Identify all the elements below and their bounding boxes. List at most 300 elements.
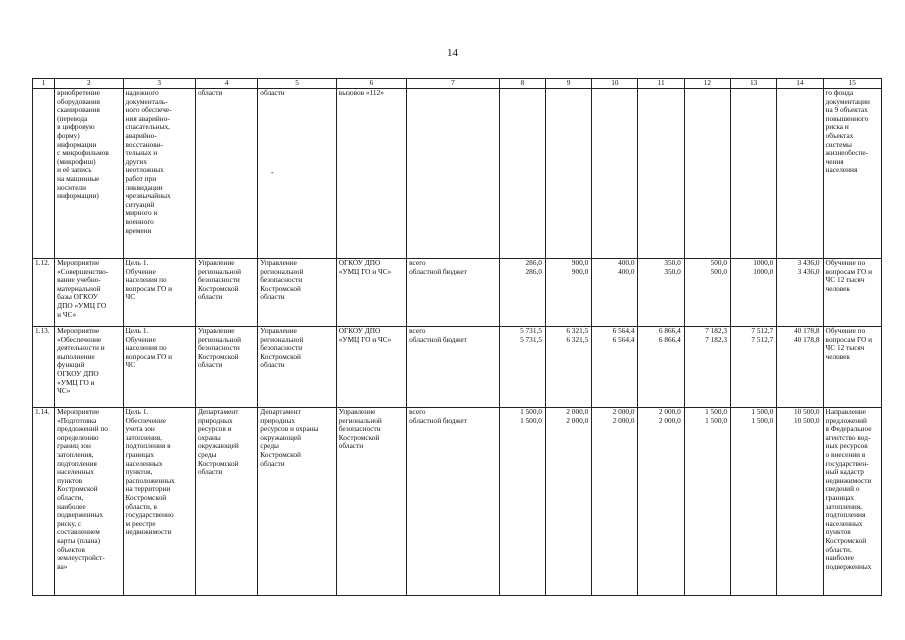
amount-cell	[545, 408, 591, 596]
amount-value: 500,0	[710, 266, 728, 276]
amount-value: 400,0	[618, 266, 635, 276]
amount-value: 900,0	[571, 258, 589, 267]
cell-text-line: ОГКОУ ДПО	[338, 258, 381, 267]
cell-text-line: функций	[57, 360, 85, 370]
cell-text-line: чрезвычайных	[125, 191, 171, 201]
executor-cell	[336, 327, 406, 408]
cell-text-line: Костромской	[197, 458, 239, 468]
cell-text-line: Цель 1.	[125, 326, 149, 335]
cell-text-line: документаль-	[125, 96, 168, 106]
cell-text-line: Департамент	[260, 407, 301, 416]
cell-text-line: неотложных	[125, 165, 164, 175]
cell-text-line: «УМЦ ГО и ЧС»	[338, 334, 392, 344]
table-row	[33, 259, 882, 327]
cell-text-line: Мероприятие	[57, 326, 100, 335]
cell-text-line: Костромской	[338, 432, 380, 442]
cell-text-line: региональной	[260, 266, 304, 276]
cell-text-line: м реестре	[125, 518, 156, 528]
cell-text-line: вопросам ГО и	[125, 283, 172, 293]
cell-text-line: наиболее	[825, 553, 854, 563]
cell-text-line: границах	[825, 492, 855, 502]
column-number: 14	[777, 79, 823, 89]
cell-text-line: среды	[197, 449, 217, 459]
cell-text-line: Управление	[197, 258, 235, 267]
row-number: 1.13.	[35, 326, 50, 335]
cell-text-line: безопасности	[260, 275, 303, 285]
table-row	[33, 408, 882, 596]
cell-text-line: природных	[260, 415, 296, 425]
amount-value: 286,0	[525, 258, 542, 267]
cell-text-line: (микрофиш)	[57, 156, 96, 166]
amount-cell	[499, 259, 545, 327]
cell-text-line: населения по	[125, 343, 167, 353]
amount-value: 1 500,0	[751, 415, 774, 425]
cell-text-line: землеустройст-	[57, 553, 105, 563]
amount-value: 2 000,0	[612, 415, 635, 425]
amount-value: 6 866,4	[658, 326, 681, 335]
amount-cell	[592, 89, 638, 259]
cell-text-line: «УМЦ ГО и ЧС»	[338, 266, 392, 276]
cell-text-line: ресурсов и охраны	[260, 424, 319, 434]
cell-text-line: безопасности	[197, 343, 240, 353]
cell-text-line: Костромской	[197, 351, 239, 361]
funding-source-cell	[407, 259, 500, 327]
cell-text-line: области	[260, 360, 285, 370]
cell-text-line: области,	[825, 544, 852, 554]
cell-text-line: спасательных,	[125, 122, 170, 132]
cell-text-line: определению	[57, 432, 99, 442]
cell-text-line: Мероприятие	[57, 407, 100, 416]
goal-cell	[123, 89, 195, 259]
cell-text-line: Управление	[260, 326, 297, 335]
column-number: 4	[195, 79, 257, 89]
amount-cell	[592, 408, 638, 596]
cell-text-line: в цифровую	[57, 122, 95, 132]
column-number: 13	[731, 79, 777, 89]
cell-text-line: военного	[125, 216, 154, 226]
cell-text-line: вопросам ГО и	[125, 351, 172, 361]
column-number: 10	[592, 79, 638, 89]
amount-value: 2 000,0	[612, 407, 635, 416]
cell-text-line: Обеспечение	[125, 415, 166, 425]
cell-text-line: пунктов	[57, 475, 83, 485]
cell-text-line: Цель 1.	[125, 407, 149, 416]
cell-text-line: ва»	[57, 561, 68, 571]
cell-text-line: всего	[409, 258, 426, 267]
table-row	[33, 327, 882, 408]
cell-text-line: вопросам ГО и	[825, 334, 873, 344]
table-row	[33, 89, 882, 259]
funding-source-cell	[407, 408, 500, 596]
cell-text-line: базы ОГКОУ	[57, 292, 98, 302]
cell-text-line: недвижимости	[825, 475, 872, 485]
cell-text-line: информации)	[57, 191, 99, 201]
cell-text-line: Управление	[197, 326, 235, 335]
cell-text-line: пунктов	[825, 527, 851, 537]
cell-text-line: риска и	[825, 122, 849, 132]
amount-cell	[545, 89, 591, 259]
event-name-cell	[55, 327, 123, 408]
amount-cell	[499, 89, 545, 259]
column-number: 1	[33, 79, 55, 89]
amount-cell	[731, 89, 777, 259]
amount-value: 1000,0	[753, 258, 774, 267]
goal-cell	[123, 259, 195, 327]
cell-text-line: области	[197, 360, 223, 370]
customer-cell	[258, 327, 336, 408]
customer-cell	[258, 259, 336, 327]
cell-text-line: охраны	[197, 432, 221, 442]
cell-text-line: Управление	[338, 407, 376, 416]
amount-cell	[592, 259, 638, 327]
amount-value: 6 321,5	[566, 326, 589, 335]
cell-text-line: составлением	[57, 527, 100, 537]
amount-value: 7 512,7	[751, 326, 774, 335]
amount-cell	[731, 408, 777, 596]
cell-text-line: объектах	[825, 130, 854, 140]
coordinator-cell	[195, 259, 257, 327]
amount-value: 1 500,0	[520, 407, 542, 416]
amount-cell	[545, 327, 591, 408]
cell-text-line: области	[197, 88, 223, 97]
cell-text-line: на территории	[125, 484, 171, 494]
cell-text-line: Костромской	[825, 535, 867, 545]
amount-cell	[684, 327, 730, 408]
cell-text-line: материальной	[57, 283, 101, 293]
amount-value: 500,0	[710, 258, 728, 267]
amount-value: 3 436,0	[797, 266, 820, 276]
cell-text-line: недвижимости	[125, 527, 172, 537]
cell-text-line: окружающей	[197, 441, 239, 451]
amount-value: 6 866,4	[658, 334, 681, 344]
amount-value: 2 000,0	[658, 415, 681, 425]
page-number: 14	[447, 47, 458, 59]
amount-value: 7 182,3	[705, 326, 728, 335]
cell-text-line: подверженных	[825, 561, 872, 571]
cell-text-line: Костромской	[260, 449, 301, 459]
column-number: 6	[336, 79, 406, 89]
cell-text-line: пунктов,	[125, 467, 153, 477]
cell-text-line: ния аварийно-	[125, 113, 170, 123]
amount-cell	[638, 327, 684, 408]
cell-text-line: учета зон	[125, 424, 155, 434]
cell-text-line: населенных	[825, 518, 863, 528]
cell-text-line: человек	[825, 283, 850, 293]
row-number-cell	[33, 259, 55, 327]
customer-cell	[258, 408, 336, 596]
cell-text-line: областной бюджет	[409, 266, 467, 276]
amount-value: 6 321,5	[566, 334, 589, 344]
cell-text-line: Обучение	[125, 334, 156, 344]
amount-cell	[731, 327, 777, 408]
cell-text-line: области	[197, 292, 223, 302]
cell-text-line: носители	[57, 182, 86, 192]
cell-text-line: выполнение	[57, 351, 95, 361]
cell-text-line: ДПО «УМЦ ГО	[57, 300, 107, 310]
cell-text-line: и ЧС»	[57, 309, 77, 319]
goal-cell	[123, 327, 195, 408]
amount-value: 350,0	[664, 258, 681, 267]
amount-cell	[684, 89, 730, 259]
result-cell	[823, 89, 881, 259]
cell-text-line: «Подготовка	[57, 415, 97, 425]
funding-source-cell	[407, 327, 500, 408]
amount-cell	[638, 89, 684, 259]
cell-text-line: области,	[57, 492, 84, 502]
cell-text-line: Цель 1.	[125, 258, 149, 267]
cell-text-line: региональной	[260, 334, 304, 344]
cell-text-line: области	[260, 88, 285, 97]
cell-text-line: ЧС 12 тысяч	[825, 343, 865, 353]
cell-text-line: ОГКОУ ДПО	[338, 326, 381, 335]
cell-text-line: форму)	[57, 130, 80, 140]
column-number: 7	[407, 79, 500, 89]
cell-text-line: ЧС»	[57, 386, 71, 396]
cell-text-line: предложений	[825, 415, 867, 425]
cell-text-line: границах	[125, 449, 154, 459]
cell-text-line: наиболее	[57, 501, 86, 511]
cell-text-line: Костромской	[57, 484, 98, 494]
amount-cell	[638, 408, 684, 596]
cell-text-line: ЧС	[125, 360, 136, 370]
amount-value: 40 178,8	[794, 326, 820, 335]
column-number: 9	[545, 79, 591, 89]
coordinator-cell	[195, 89, 257, 259]
coordinator-cell	[195, 327, 257, 408]
amount-cell	[638, 259, 684, 327]
cell-text-line: региональной	[338, 415, 382, 425]
cell-text-line: мирного и	[125, 208, 158, 218]
amount-value: 3 436,0	[797, 258, 820, 267]
cell-text-line: безопасности	[338, 424, 381, 434]
cell-text-line: оборудования	[57, 96, 100, 106]
column-number-row	[33, 79, 882, 89]
cell-text-line: предложений по	[57, 424, 108, 434]
cell-text-line: подверженных	[57, 510, 104, 520]
cell-text-line: населения	[825, 165, 858, 175]
cell-text-line: сканирования	[57, 105, 100, 115]
cell-text-line: (перевода	[57, 113, 88, 123]
customer-cell	[258, 89, 336, 259]
executor-cell	[336, 259, 406, 327]
amount-cell	[499, 408, 545, 596]
total-amount-cell	[777, 408, 823, 596]
cell-text-line: региональной	[197, 266, 242, 276]
row-number-cell	[33, 408, 55, 596]
amount-value: 1000,0	[753, 266, 774, 276]
cell-text-line: вание учебно-	[57, 275, 101, 285]
amount-cell	[592, 327, 638, 408]
cell-text-line: затопления,	[57, 449, 94, 459]
cell-text-line: ЧС 12 тысяч	[825, 275, 865, 285]
column-number: 5	[258, 79, 336, 89]
cell-text-line: агентство вод-	[825, 432, 871, 442]
cell-text-line: деятельности и	[57, 343, 105, 353]
cell-text-line: документации	[825, 96, 870, 106]
cell-text-line: государствен-	[825, 458, 869, 468]
cell-text-line: ных ресурсов	[825, 441, 868, 451]
cell-text-line: ЧС	[125, 292, 136, 302]
cell-text-line: затопления,	[825, 501, 862, 511]
cell-text-line: вриобретение	[57, 88, 100, 97]
amount-value: 900,0	[571, 266, 589, 276]
cell-text-line: Костромской	[197, 283, 239, 293]
row-number-cell	[33, 327, 55, 408]
amount-value: 10 500,0	[794, 407, 820, 416]
total-amount-cell	[777, 259, 823, 327]
coordinator-cell	[195, 408, 257, 596]
cell-text-line: подтопления	[825, 510, 866, 520]
amount-value: 2 000,0	[658, 407, 681, 416]
amount-value: 6 564,4	[612, 326, 635, 335]
stray-mark: -	[271, 168, 274, 177]
cell-text-line: вопросам ГО и	[825, 266, 873, 276]
cell-text-line: о внесении в	[825, 449, 866, 459]
amount-value: 1 500,0	[705, 407, 728, 416]
amount-value: 10 500,0	[794, 415, 820, 425]
amount-cell	[731, 259, 777, 327]
cell-text-line: риску, с	[57, 518, 82, 528]
cell-text-line: «Совершенство-	[57, 266, 109, 276]
program-table	[32, 78, 882, 596]
amount-value: 5 731,5	[520, 326, 542, 335]
cell-text-line: Костромской	[125, 492, 167, 502]
funding-source-cell	[407, 89, 500, 259]
column-number: 12	[684, 79, 730, 89]
amount-value: 1 500,0	[520, 415, 542, 425]
amount-value: 40 178,8	[794, 334, 820, 344]
amount-value: 1 500,0	[751, 407, 774, 416]
cell-text-line: подтопления	[57, 458, 97, 468]
cell-text-line: населения по	[125, 275, 167, 285]
cell-text-line: Департамент	[197, 407, 239, 416]
cell-text-line: государственно	[125, 510, 174, 520]
cell-text-line: и её запись	[57, 165, 92, 175]
cell-text-line: Направление	[825, 407, 867, 416]
amount-value: 6 564,4	[612, 334, 635, 344]
column-number: 2	[55, 79, 123, 89]
cell-text-line: ресурсов и	[197, 424, 232, 434]
cell-text-line: чения	[825, 156, 844, 166]
cell-text-line: региональной	[197, 334, 242, 344]
cell-text-line: ликвидации	[125, 182, 163, 192]
amount-value: 7 182,3	[705, 334, 728, 344]
cell-text-line: аварийно-	[125, 130, 157, 140]
amount-value: 400,0	[618, 258, 635, 267]
row-number-cell	[33, 89, 55, 259]
cell-text-line: всего	[409, 407, 426, 416]
cell-text-line: ОГКОУ ДПО	[57, 368, 99, 378]
cell-text-line: жизнеобеспе-	[825, 148, 869, 158]
cell-text-line: сведений о	[825, 484, 860, 494]
cell-text-line: Костромской	[260, 351, 301, 361]
cell-text-line: тельных и	[125, 148, 158, 158]
total-amount-cell	[777, 89, 823, 259]
cell-text-line: безопасности	[260, 343, 303, 353]
executor-cell	[336, 89, 406, 259]
cell-text-line: области	[260, 292, 285, 302]
cell-text-line: Обучение по	[825, 258, 866, 267]
cell-text-line: областной бюджет	[409, 334, 467, 344]
amount-value: 7 512,7	[751, 334, 774, 344]
cell-text-line: го фонда	[825, 88, 854, 97]
cell-text-line: населенных	[57, 467, 95, 477]
cell-text-line: вызовов «112»	[338, 88, 384, 97]
cell-text-line: Обучение	[125, 266, 156, 276]
amount-cell	[545, 259, 591, 327]
amount-value: 350,0	[664, 266, 681, 276]
result-cell	[823, 327, 881, 408]
event-name-cell	[55, 89, 123, 259]
amount-value: 5 731,5	[520, 334, 542, 344]
row-number: 1.14.	[35, 407, 50, 416]
cell-text-line: всего	[409, 326, 426, 335]
column-number: 3	[123, 79, 195, 89]
cell-text-line: в Федеральное	[825, 424, 872, 434]
cell-text-line: окружающей	[260, 432, 302, 442]
cell-text-line: безопасности	[197, 275, 240, 285]
cell-text-line: на 9 объектах	[825, 105, 868, 115]
cell-text-line: ного обеспече-	[125, 105, 172, 115]
cell-text-line: человек	[825, 351, 850, 361]
cell-text-line: информации	[57, 139, 97, 149]
cell-text-line: населенных	[125, 458, 163, 468]
amount-value: 286,0	[525, 266, 542, 276]
cell-text-line: ситуаций	[125, 199, 155, 209]
cell-text-line: областной бюджет	[409, 415, 467, 425]
cell-text-line: области	[197, 467, 223, 477]
amount-cell	[499, 327, 545, 408]
cell-text-line: природных	[197, 415, 233, 425]
cell-text-line: системы	[825, 139, 852, 149]
column-number: 15	[823, 79, 881, 89]
cell-text-line: среды	[260, 441, 279, 451]
cell-text-line: с микрофильмов	[57, 148, 109, 158]
cell-text-line: затопления,	[125, 432, 162, 442]
amount-value: 1 500,0	[705, 415, 728, 425]
cell-text-line: Костромской	[260, 283, 301, 293]
cell-text-line: области	[260, 458, 285, 468]
cell-text-line: времени	[125, 225, 152, 235]
cell-text-line: карты (плана)	[57, 535, 101, 545]
cell-text-line: границ зон	[57, 441, 91, 451]
cell-text-line: «УМЦ ГО и	[57, 377, 95, 387]
total-amount-cell	[777, 327, 823, 408]
cell-text-line: подтопления в	[125, 441, 171, 451]
cell-text-line: надежного	[125, 88, 159, 97]
cell-text-line: других	[125, 156, 147, 166]
column-number: 8	[499, 79, 545, 89]
cell-text-line: области	[338, 441, 364, 451]
cell-text-line: работ при	[125, 173, 157, 183]
cell-text-line: Управление	[260, 258, 297, 267]
executor-cell	[336, 408, 406, 596]
result-cell	[823, 408, 881, 596]
cell-text-line: области, в	[125, 501, 158, 511]
cell-text-line: ный кадастр	[825, 467, 864, 477]
row-number: 1.12.	[35, 258, 50, 267]
cell-text-line: на машинные	[57, 173, 100, 183]
cell-text-line: повышенного	[825, 113, 869, 123]
cell-text-line: восстанови-	[125, 139, 164, 149]
amount-cell	[684, 259, 730, 327]
result-cell	[823, 259, 881, 327]
cell-text-line: объектов	[57, 544, 85, 554]
amount-value: 2 000,0	[566, 407, 589, 416]
amount-cell	[684, 408, 730, 596]
program-table-wrapper	[32, 78, 882, 596]
cell-text-line: расположенных	[125, 475, 175, 485]
